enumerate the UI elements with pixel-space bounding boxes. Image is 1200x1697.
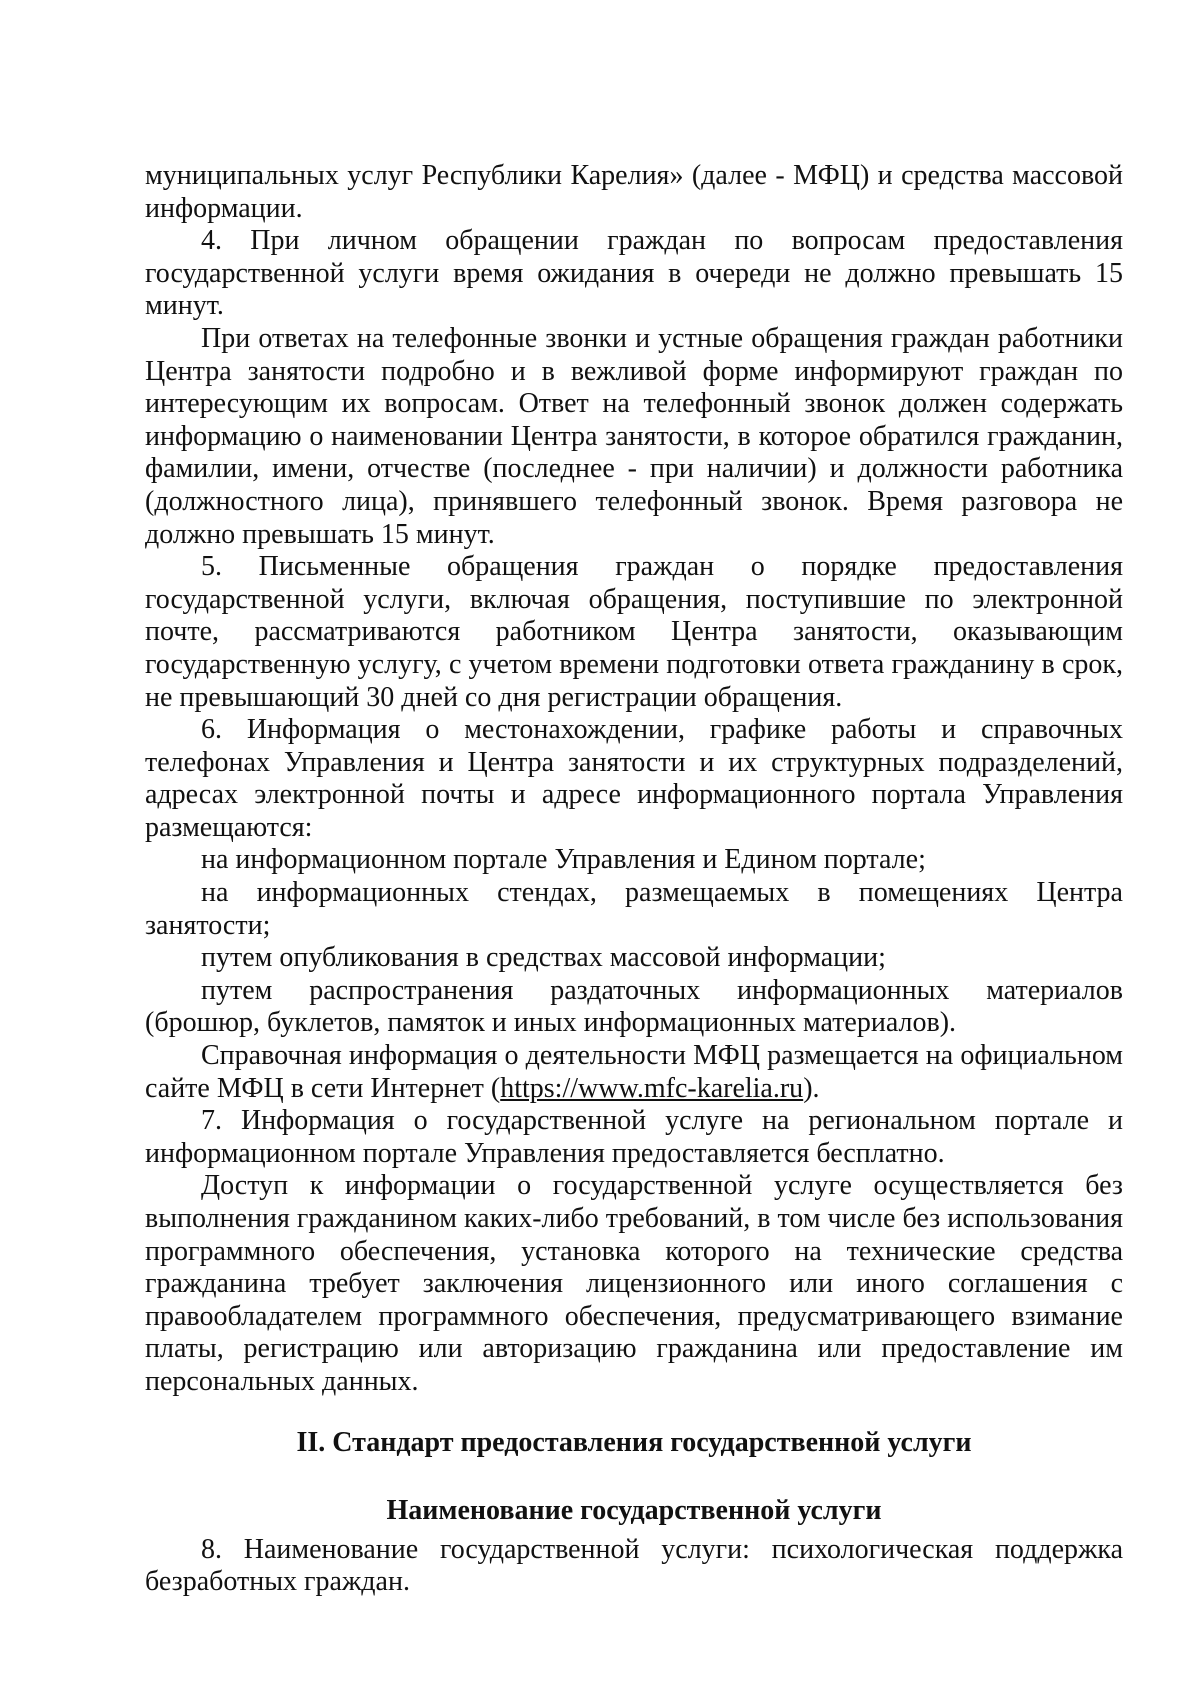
paragraph-mfc-reference-info [145, 1040, 1123, 1105]
list-item-info-stands: на информационных стендах, размещаемых в помещениях Центра занятости; [145, 877, 1123, 941]
subsection-heading: Наименование государственной услуги [386, 1495, 882, 1527]
paragraph-8-service-name: 8. Наименование государственной услуги: психологическая поддержка безработных граждан. [145, 1533, 1123, 1598]
section-heading: II. Стандарт предоставления государственной услуги [296, 1426, 972, 1458]
paragraph-4-waiting-time: 4. При личном обращении граждан по вопросам предоставления государственной услуги время ожидания в очереди не должно превышать 15 минут. [145, 225, 1123, 322]
list-item-info-portal: на информационном портале Управления и Едином портале; [201, 844, 926, 876]
mfc-info-text: Справочная информация о деятельности МФЦ размещается на официальном сайте МФЦ в сети Интернет ( [145, 1040, 1123, 1104]
mfc-website-link[interactable]: https://www.mfc-karelia.ru [500, 1072, 804, 1104]
paragraph-5-written-requests: 5. Письменные обращения граждан о порядке предоставления государственной услуги, включая обращения, поступившие по электронной почте, рассматриваются работником Центра занятости, оказывающим государственную услугу, с учетом времени подготовки ответа гражданину в срок, не превышающий 30 дней со дня регистрации обращения. [145, 551, 1123, 713]
list-item-mass-media: путем опубликования в средствах массовой информации; [201, 942, 886, 974]
paragraph-6-information-location: 6. Информация о местонахождении, графике работы и справочных телефонах Управления и Центра занятости и их структурных подразделений, адресах электронной почты и адресе информационного портала Управления размещаются: [145, 714, 1123, 843]
list-item-handouts: путем распространения раздаточных информационных материалов (брошюр, буклетов, памяток и иных информационных материалов). [145, 974, 1123, 1039]
paragraph-7-free-info: 7. Информация о государственной услуге на региональном портале и информационном портале Управления предоставляется бесплатно. [145, 1105, 1123, 1169]
paragraph-mfc-continuation: муниципальных услуг Республики Карелия» (далее - МФЦ) и средства массовой информации. [145, 160, 1123, 224]
paragraph-phone-answers: При ответах на телефонные звонки и устные обращения граждан работники Центра занятости подробно и в вежливой форме информируют граждан по интересующим их вопросам. Ответ на телефонный звонок должен содержать информацию о наименовании Центра занятости, в которое обратился гражданин, фамилии, имени, отчестве (последнее - при наличии) и должности работника (должностного лица), принявшего телефонный звонок. Время разговора не должно превышать 15 минут. [145, 322, 1123, 550]
mfc-info-closing: ). [803, 1072, 820, 1104]
document-page [145, 160, 1123, 1599]
paragraph-access-to-info: Доступ к информации о государственной услуге осуществляется без выполнения гражданином каких-либо требований, в том числе без использования программного обеспечения, установка которого на технические средства гражданина требует заключения лицензионного или иного соглашения с правообладателем программного обеспечения, предусматривающего взимание платы, регистрацию или авторизацию гражданина или предоставление им персональных данных. [145, 1170, 1123, 1397]
